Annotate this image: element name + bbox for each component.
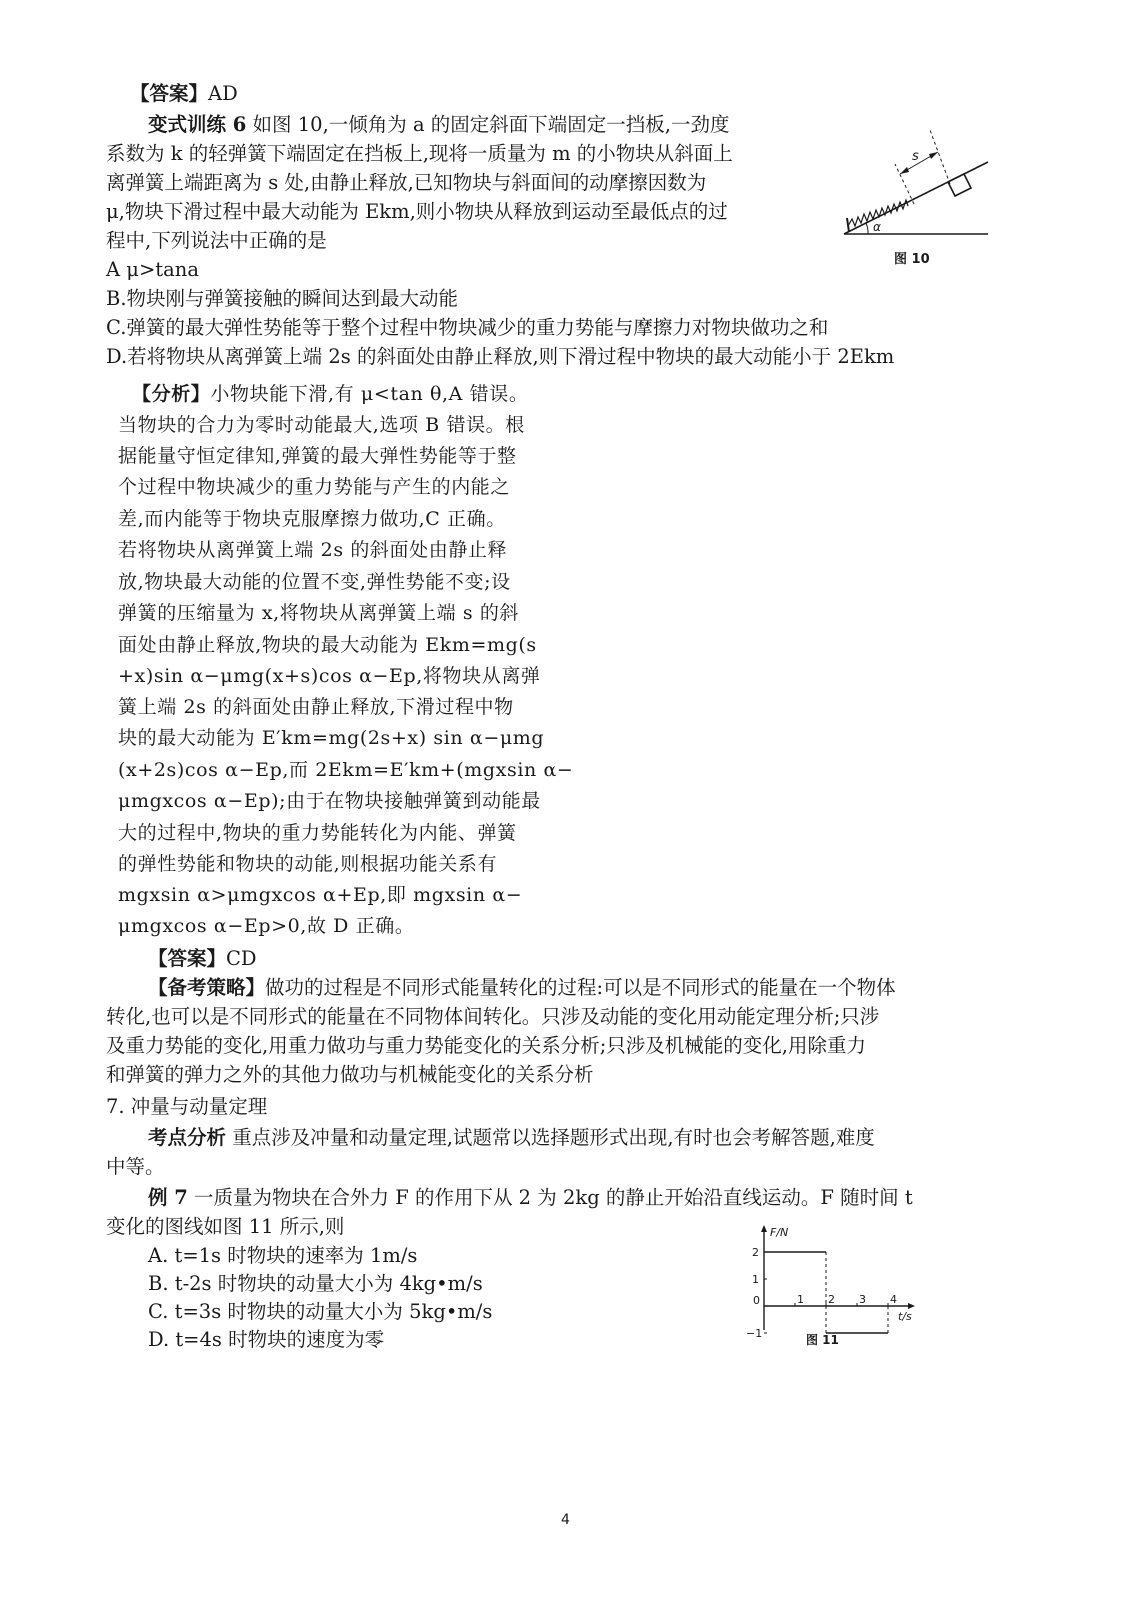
figure-11-caption: 图 11 [806, 1333, 839, 1347]
x-tick-label: 1 [797, 1293, 804, 1306]
analysis-line: 【分析】小物块能下滑,有 μ<tan θ,A 错误。 [132, 383, 529, 405]
problem-6-line: 系数为 k 的轻弹簧下端固定在挡板上,现将一质量为 m 的小物块从斜面上 [106, 142, 733, 165]
example-7-option-b: B. t-2s 时物块的动量大小为 4kg•m/s [148, 1272, 483, 1295]
answer-line-2 [148, 945, 257, 973]
analysis-line: 若将物块从离弹簧上端 2s 的斜面处由静止释 [118, 539, 508, 561]
example-7-label: 例 7 [148, 1186, 188, 1209]
kaodian-label: 考点分析 [148, 1126, 227, 1149]
example-7-line: 变化的图线如图 11 所示,则 [106, 1215, 345, 1238]
analysis-line: 弹簧的压缩量为 x,将物块从离弹簧上端 s 的斜 [118, 602, 520, 624]
analysis-line: 当物块的合力为零时动能最大,选项 B 错误。根 [118, 414, 525, 436]
figure-10-label-alpha: α [873, 220, 881, 234]
kaodian-line: 中等。 [106, 1155, 165, 1178]
figure-11 [740, 1222, 920, 1352]
x-tick-label: 3 [859, 1293, 866, 1306]
example-7-option-a: A. t=1s 时物块的速率为 1m/s [148, 1244, 418, 1267]
y-tick-label: 2 [752, 1246, 759, 1259]
figure-10-caption: 图 10 [894, 252, 930, 267]
answer-value: AD [208, 82, 238, 105]
x-tick-label: 0 [753, 1294, 760, 1307]
answer-label: 【答案】 [130, 82, 209, 105]
page-number: 4 [561, 1512, 570, 1528]
x-tick-label: 4 [890, 1293, 897, 1306]
option-b: B.物块刚与弹簧接触的瞬间达到最大动能 [106, 287, 459, 310]
figure-10-label-s: s [912, 149, 919, 164]
answer-label: 【答案】 [148, 947, 227, 970]
analysis-line: 面处由静止释放,物块的最大动能为 Ekm=mg(s [118, 634, 537, 656]
y-tick-label: −1 [746, 1327, 763, 1340]
section-7-title: 7. 冲量与动量定理 [106, 1095, 268, 1118]
x-tick-label: 2 [828, 1293, 835, 1306]
strategy-line: 和弹簧的弹力之外的其他力做功与机械能变化的关系分析 [106, 1063, 594, 1086]
analysis-line: 大的过程中,物块的重力势能转化为内能、弹簧 [118, 822, 517, 844]
analysis-line: μmgxcos α−Ep>0,故 D 正确。 [118, 915, 415, 937]
strategy-line: 及重力势能的变化,用重力做功与重力势能变化的关系分析;只涉及机械能的变化,用除重力 [106, 1034, 866, 1057]
answer-value: CD [226, 947, 257, 970]
figure-10 [838, 122, 1000, 272]
strategy-label: 【备考策略】 [148, 976, 266, 999]
y-axis-label: F/N [770, 1226, 789, 1239]
example-7-line: 例 7 一质量为物块在合外力 F 的作用下从 2 为 2kg 的静止开始沿直线运动。F 随时间 t [148, 1186, 913, 1209]
analysis-line: 个过程中物块减少的重力势能与产生的内能之 [118, 476, 511, 498]
analysis-label: 【分析】 [132, 383, 211, 405]
analysis-line: 簧上端 2s 的斜面处由静止释放,下滑过程中物 [118, 696, 514, 718]
problem-6-line: μ,物块下滑过程中最大动能为 Ekm,则小物块从释放到运动至最低点的过 [106, 200, 728, 223]
problem-6-line: 程中,下列说法中正确的是 [106, 229, 327, 252]
problem-6-line: 变式训练 6 如图 10,一倾角为 a 的固定斜面下端固定一挡板,一劲度 [148, 113, 730, 136]
example-7-option-d: D. t=4s 时物块的速度为零 [148, 1328, 385, 1351]
problem-6-label: 变式训练 6 [148, 113, 247, 136]
example-7-option-c: C. t=3s 时物块的动量大小为 5kg•m/s [148, 1300, 493, 1323]
option-d: D.若将物块从离弹簧上端 2s 的斜面处由静止释放,则下滑过程中物块的最大动能小于 2Ekm [106, 345, 895, 368]
y-tick-label: 1 [752, 1273, 759, 1286]
analysis-line: μmgxcos α−Ep);由于在物块接触弹簧到动能最 [118, 790, 541, 812]
analysis-line: mgxsin α>μmgxcos α+Ep,即 mgxsin α− [118, 884, 523, 906]
option-c: C.弹簧的最大弹性势能等于整个过程中物块减少的重力势能与摩擦力对物块做功之和 [106, 316, 829, 339]
analysis-line: 放,物块最大动能的位置不变,弹性势能不变;设 [118, 571, 511, 593]
analysis-line: 块的最大动能为 E′km=mg(2s+x) sin α−μmg [118, 727, 545, 749]
analysis-line: (x+2s)cos α−Ep,而 2Ekm=E′km+(mgxsin α− [118, 759, 574, 781]
answer-line-1 [130, 80, 238, 108]
kaodian-line: 考点分析 重点涉及冲量和动量定理,试题常以选择题形式出现,有时也会考解答题,难度 [148, 1126, 875, 1149]
x-axis-label: t/s [898, 1310, 912, 1323]
analysis-line: 据能量守恒定律知,弹簧的最大弹性势能等于整 [118, 445, 517, 467]
strategy-line: 转化,也可以是不同形式的能量在不同物体间转化。只涉及动能的变化用动能定理分析;只涉 [106, 1005, 880, 1028]
analysis-line: +x)sin α−μmg(x+s)cos α−Ep,将物块从离弹 [118, 665, 541, 687]
option-a: A μ>tana [106, 258, 199, 281]
analysis-line: 差,而内能等于物块克服摩擦力做功,C 正确。 [118, 508, 506, 530]
strategy-line: 【备考策略】做功的过程是不同形式能量转化的过程:可以是不同形式的能量在一个物体 [148, 976, 896, 999]
problem-6-line: 离弹簧上端距离为 s 处,由静止释放,已知物块与斜面间的动摩擦因数为 [106, 171, 707, 194]
analysis-line: 的弹性势能和物块的动能,则根据功能关系有 [118, 853, 498, 875]
